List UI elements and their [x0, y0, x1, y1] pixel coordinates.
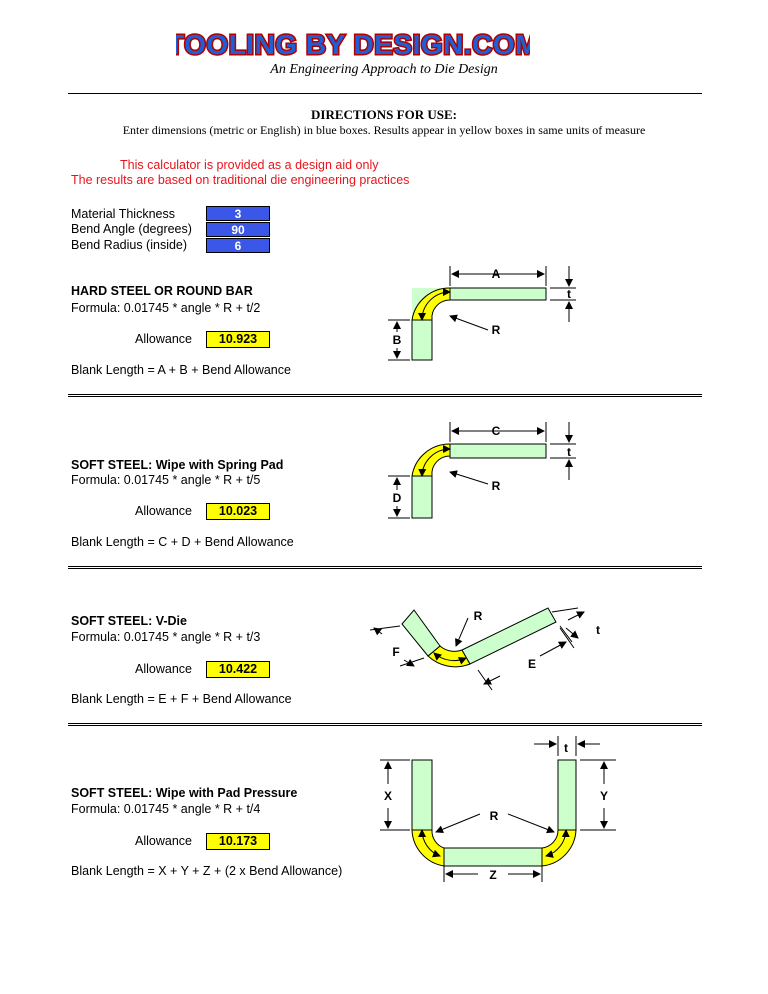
section-3-formula: Formula: 0.01745 * angle * R + t/3 [71, 630, 261, 644]
divider [68, 93, 702, 94]
input-label-thickness: Material Thickness [71, 207, 175, 221]
tagline: An Engineering Approach to Die Design [270, 62, 498, 77]
dim-label-t: t [567, 287, 571, 301]
thickness-input[interactable]: 3 [206, 206, 270, 221]
dim-label-a: A [491, 267, 501, 281]
dim-label-r: R [489, 809, 499, 823]
dim-label-b: B [392, 333, 402, 347]
section-3-allowance-result: 10.422 [206, 661, 270, 678]
dim-label-y: Y [599, 789, 609, 803]
logo-graphic [176, 26, 530, 62]
directions-title: DIRECTIONS FOR USE: [311, 107, 457, 122]
input-label-angle: Bend Angle (degrees) [71, 222, 192, 236]
logo-text: TOOLING BY DESIGN.COM [176, 29, 530, 60]
section-2-formula: Formula: 0.01745 * angle * R + t/5 [71, 473, 261, 487]
site-logo[interactable] [176, 26, 530, 62]
section-3-title: SOFT STEEL: V-Die [71, 614, 187, 628]
bend-angle-input[interactable]: 90 [206, 222, 270, 237]
dim-label-t: t [596, 623, 600, 637]
dim-label-f: F [392, 645, 400, 659]
divider [68, 394, 702, 397]
section-4-allowance-result: 10.173 [206, 833, 270, 850]
section-1-formula: Formula: 0.01745 * angle * R + t/2 [71, 301, 261, 315]
dim-label-d: D [392, 491, 402, 505]
section-1-allowance-label: Allowance [135, 332, 192, 346]
dim-label-r: R [473, 609, 483, 623]
divider [68, 566, 702, 569]
dim-label-x: X [383, 789, 393, 803]
disclaimer-line-2: The results are based on traditional die engineering practices [71, 173, 410, 187]
section-2-blank-length: Blank Length = C + D + Bend Allowance [71, 535, 294, 549]
dim-label-e: E [527, 657, 537, 671]
section-3-allowance-label: Allowance [135, 662, 192, 676]
dim-label-t: t [567, 445, 571, 459]
section-1-title: HARD STEEL OR ROUND BAR [71, 284, 253, 298]
section-4-blank-length: Blank Length = X + Y + Z + (2 x Bend Allowance) [71, 864, 343, 878]
section-1-diagram [370, 258, 600, 370]
directions-text: Enter dimensions (metric or English) in blue boxes. Results appear in yellow boxes in same units of measure [122, 123, 646, 137]
section-3-blank-length: Blank Length = E + F + Bend Allowance [71, 692, 292, 706]
dim-label-r: R [491, 323, 501, 337]
section-1-blank-length: Blank Length = A + B + Bend Allowance [71, 363, 291, 377]
dim-label-r: R [491, 479, 501, 493]
section-4-formula: Formula: 0.01745 * angle * R + t/4 [71, 802, 261, 816]
divider [68, 723, 702, 726]
dim-label-t: t [564, 741, 568, 755]
dim-label-c: C [491, 424, 501, 438]
section-3-diagram [360, 598, 620, 698]
section-2-allowance-label: Allowance [135, 504, 192, 518]
section-2-title: SOFT STEEL: Wipe with Spring Pad [71, 458, 284, 472]
input-label-radius: Bend Radius (inside) [71, 238, 188, 252]
disclaimer-line-1: This calculator is provided as a design aid only [120, 158, 379, 172]
bend-radius-input[interactable]: 6 [206, 238, 270, 253]
section-4-diagram [370, 734, 630, 884]
dim-label-z: Z [489, 868, 497, 882]
section-4-title: SOFT STEEL: Wipe with Pad Pressure [71, 786, 298, 800]
section-2-allowance-result: 10.023 [206, 503, 270, 520]
section-1-allowance-result: 10.923 [206, 331, 270, 348]
section-2-diagram [370, 418, 600, 524]
section-4-allowance-label: Allowance [135, 834, 192, 848]
